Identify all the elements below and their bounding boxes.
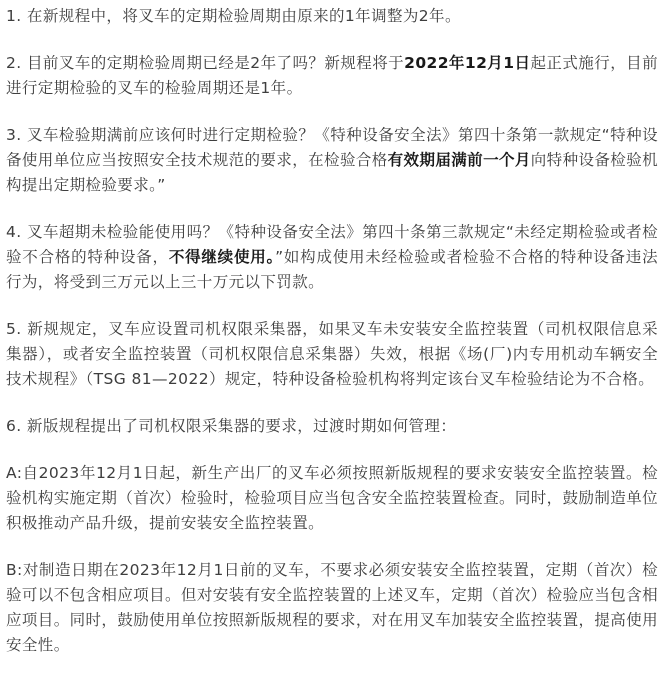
article-body [6, 0, 658, 680]
paragraph-4 [6, 220, 658, 295]
paragraph-1-text: 1. 在新规程中，将叉车的定期检验周期由原来的1年调整为2年。 [6, 7, 461, 25]
paragraph-2-text-a: 2. 目前叉车的定期检验周期已经是2年了吗？新规程将于 [6, 54, 405, 72]
paragraph-7 [6, 461, 658, 536]
paragraph-5-text: 5. 新规规定，叉车应设置司机权限采集器，如果叉车未安装安全监控装置（司机权限信息采集器），或者安全监控装置（司机权限信息采集器）失效，根据《场(厂)内专用机动车辆安全技术规程》（TSG 81—2022）规定，特种设备检验机构将判定该台叉车检验结论为不合格。 [6, 320, 658, 388]
paragraph-2 [6, 51, 658, 101]
paragraph-6 [6, 414, 658, 439]
paragraph-8-text: B:对制造日期在2023年12月1日前的叉车，不要求必须安装安全监控装置，定期（首次）检验可以不包含相应项目。但对安装有安全监控装置的上述叉车，定期（首次）检验应当包含相应项目。同时，鼓励使用单位按照新版规程的要求，对在用叉车加装安全监控装置，提高使用安全性。 [6, 561, 658, 654]
paragraph-2-bold-date: 2022年12月1日 [404, 54, 531, 72]
paragraph-4-text-b: ”如构成使用未经检验或者检验不合格的特种设备违法行为，将受到三万元以上三十万元以下罚款。 [6, 248, 658, 291]
paragraph-4-text-a: 4. 叉车超期未检验能使用吗？《特种设备安全法》第四十条第三款规定“未经定期检验或者检验不合格的特种设备， [6, 223, 658, 266]
paragraph-3-text-a: 3. 叉车检验期满前应该何时进行定期检验？《特种设备安全法》第四十条第一款规定“特种设备使用单位应当按照安全技术规范的要求，在检验合格 [6, 126, 658, 169]
paragraph-6-text: 6. 新版规程提出了司机权限采集器的要求，过渡时期如何管理： [6, 417, 457, 435]
paragraph-7-text: A:自2023年12月1日起，新生产出厂的叉车必须按照新版规程的要求安装安全监控装置。检验机构实施定期（首次）检验时，检验项目应当包含安全监控装置检查。同时，鼓励制造单位积极推动产品升级，提前安装安全监控装置。 [6, 464, 658, 532]
paragraph-2-text-b: 起正式施行，目前进行定期检验的叉车的检验周期还是1年。 [6, 54, 658, 97]
paragraph-8 [6, 558, 658, 658]
paragraph-5 [6, 317, 658, 392]
paragraph-3 [6, 123, 658, 198]
paragraph-3-bold-deadline: 有效期届满前一个月 [387, 151, 531, 169]
paragraph-3-text-b: 向特种设备检验机构提出定期检验要求。” [6, 151, 658, 194]
paragraph-4-bold-prohibition: 不得继续使用。 [168, 248, 276, 266]
paragraph-1 [6, 4, 658, 29]
